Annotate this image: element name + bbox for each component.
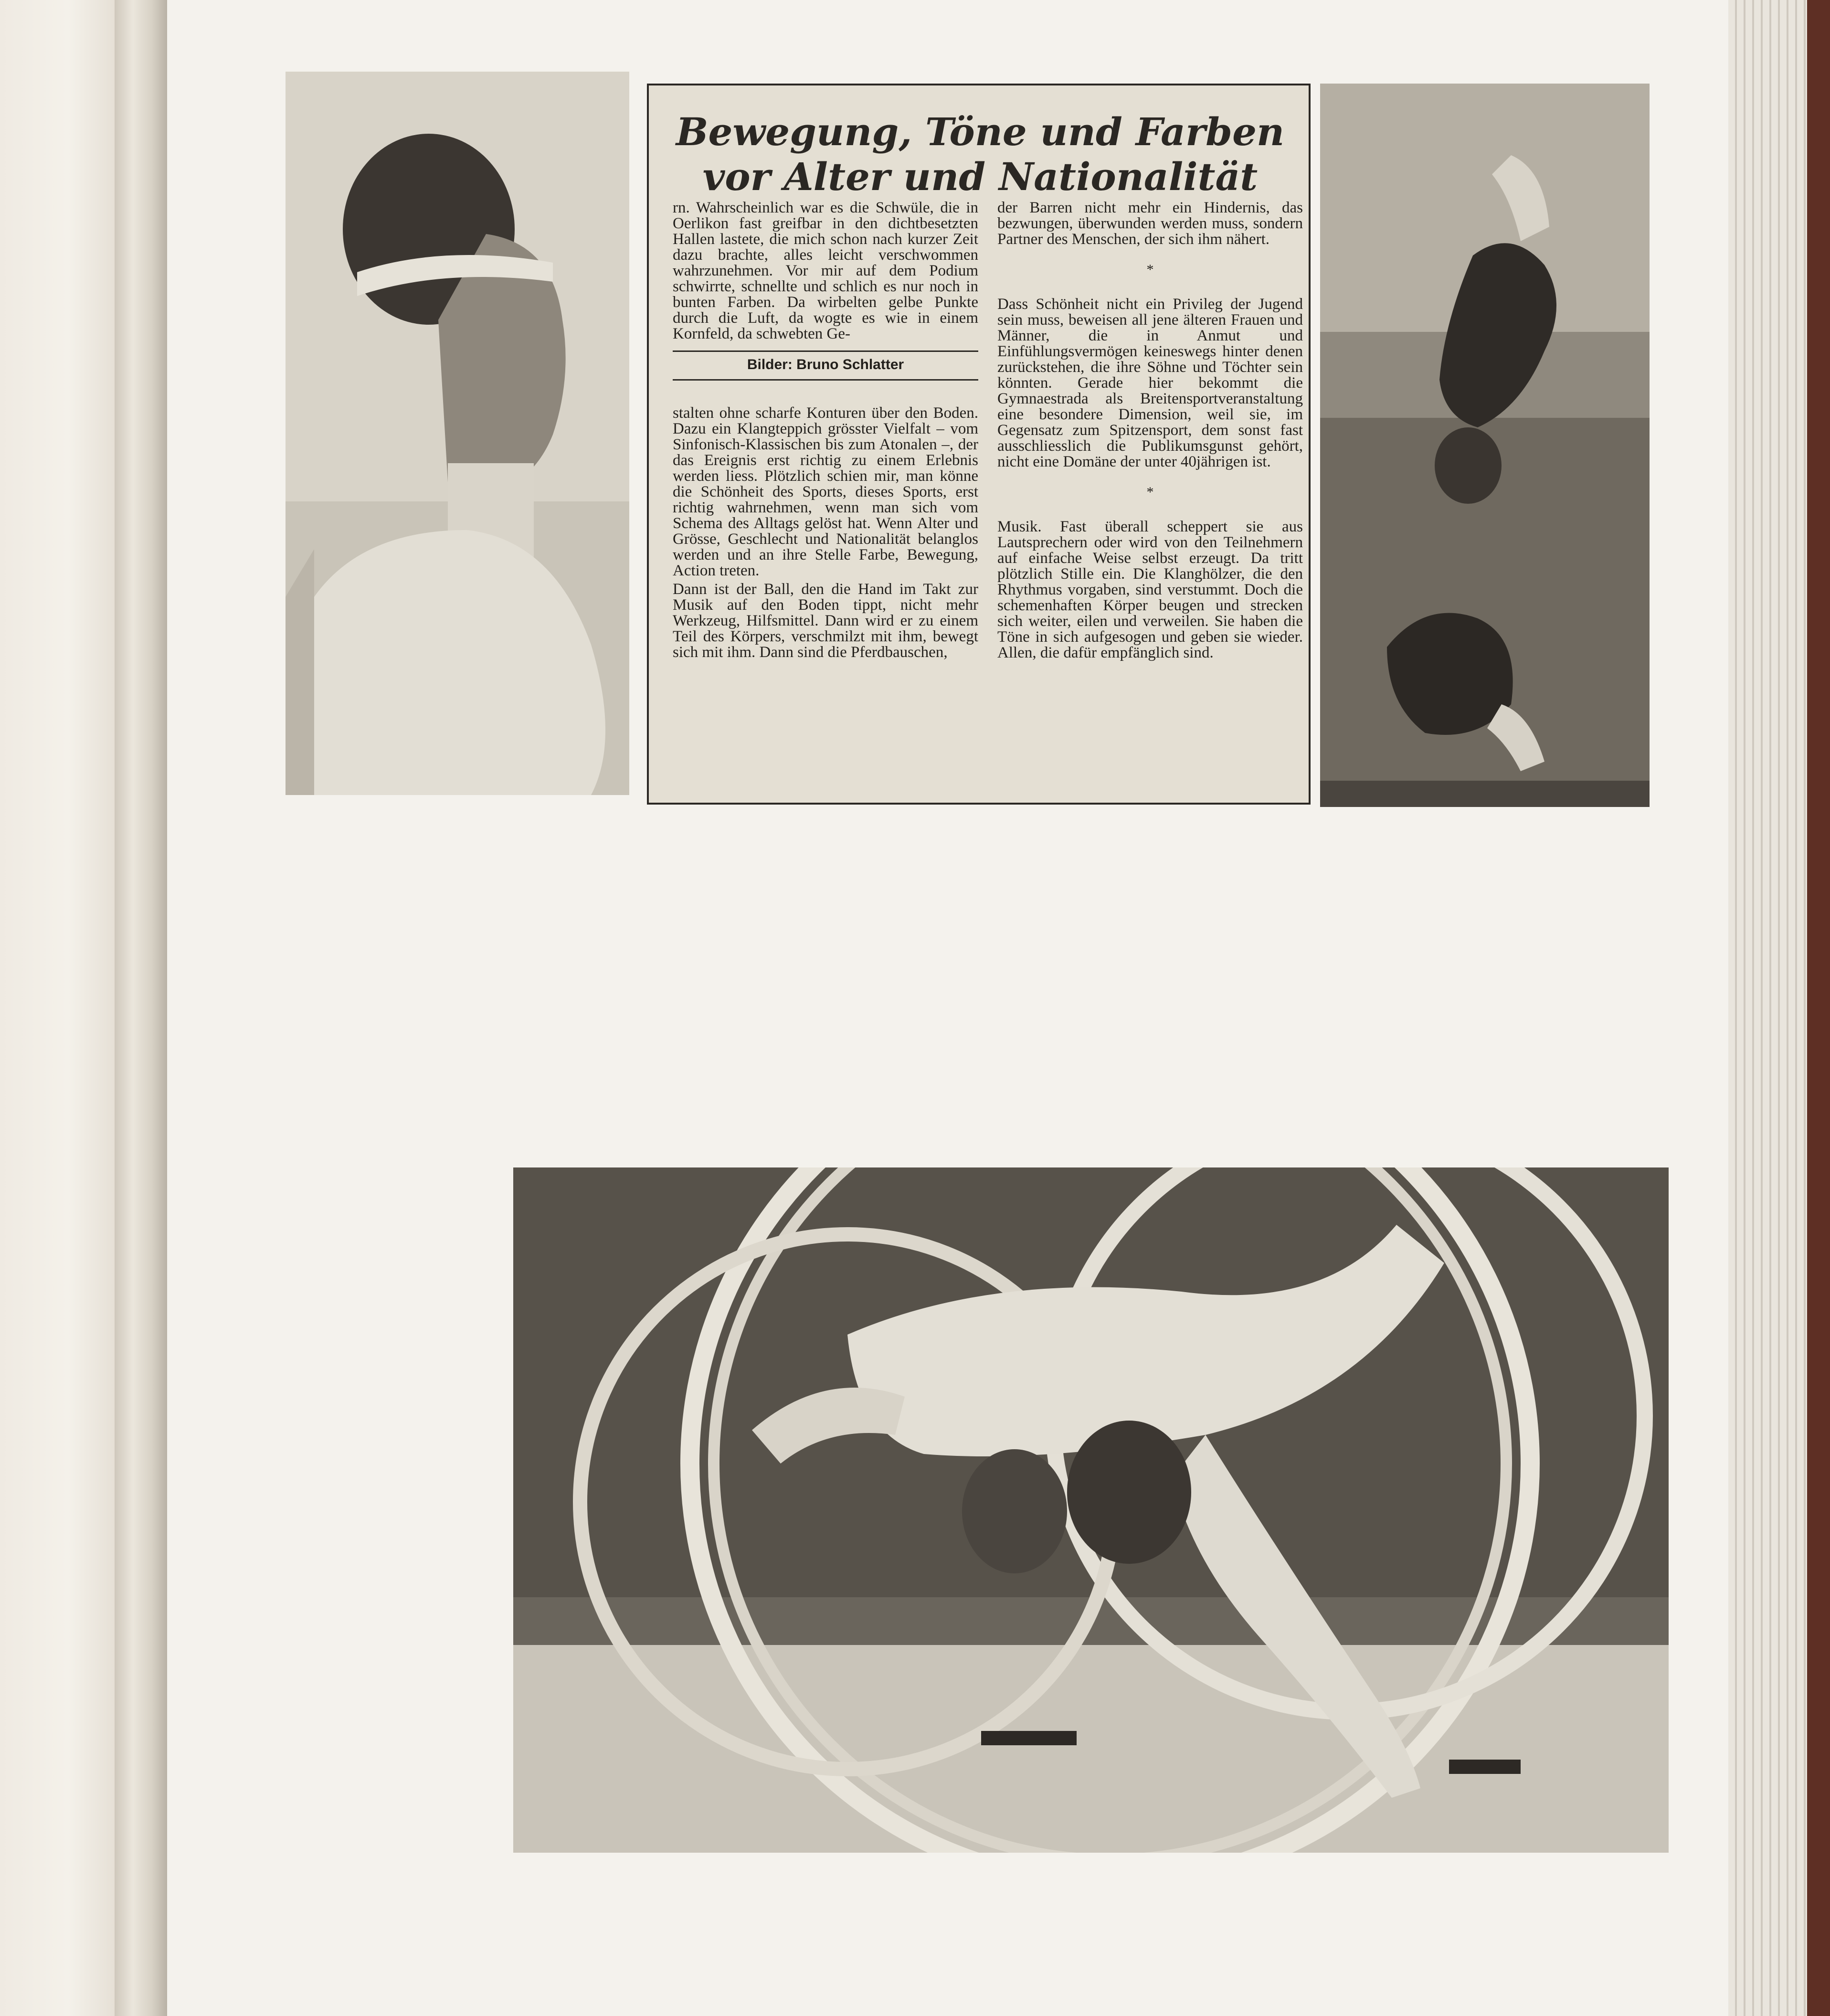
section-star: * [1146,484,1154,500]
article-left-column [673,200,978,663]
paragraph: stalten ohne scharfe Konturen über den Boden. Dazu ein Klangteppich grösster Vielfalt – vom Sinfonisch-Klassischen bis zum Atonalen –, der das Ereignis erst richtig zu einem Erlebnis werden liess. Plötzlich schien mir, man könne die Schönheit des Sports, dieses Sports, erst richtig wahrnehmen, wenn man sich vom Schema des Alltags gelöst hat. Wenn Alter und Grösse, Geschlecht und Nationalität belanglos werden und an ihre Stelle Farbe, Bewegung, Action treten. [673,404,978,579]
paragraph: Dann ist der Ball, den die Hand im Takt zur Musik auf den Boden tippt, nicht mehr Werkzeug, Hilfsmittel. Dann wird er zu einem Teil des Körpers, verschmilzt mit ihm, bewegt sich mit ihm. Dann sind die Pferdbauschen, [673,581,978,661]
headline-line-2: vor Alter und Nationalität [702,154,1258,199]
article-columns [673,199,1303,788]
headline-line-1: Bewegung, Töne und Farben [676,109,1285,154]
photo-credit: Bilder: Bruno Schlatter [747,357,904,372]
paragraph: Musik. Fast überall scheppert sie aus Lautsprechern oder wird von den Teilnehmern auf einfache Weise selbst erzeugt. Da tritt plötzlich Stille ein. Die Klanghölzer, die den Rhythmus vorgaben, sind verstummt. Doch die schemenhaften Körper beugen und strecken sich weiter, eilen und verweilen. Sie haben die Töne in sich aufgesogen und geben sie wieder. Allen, die dafür empfänglich sind. [997,518,1303,661]
newspaper-article [647,84,1311,805]
wheel-gymnastics-photo [513,1167,1669,1853]
article-right-column [997,200,1303,664]
paragraph: rn. Wahrscheinlich war es die Schwüle, die in Oerlikon fast greifbar in den dichtbesetzten Hallen lastete, die mich schon nach kurzer Zeit dazu brachte, alles leicht verschwommen wahrzunehmen. Vor mir auf dem Podium schwirrte, schnellte und schlich es nur noch in bunten Farben. Da wirbelten gelbe Punkte durch die Luft, da wogte es wie in einem Kornfeld, da schwebten Ge- [673,199,978,342]
paragraph: der Barren nicht mehr ein Hindernis, das bezwungen, überwunden werden muss, sondern Partner des Menschen, der sich ihm nähert. [997,199,1303,248]
portrait-photo [286,72,629,795]
section-star: * [1146,262,1154,277]
album-binding-gutter [115,0,167,2016]
gymnast-photo [1320,84,1650,807]
divider [673,350,978,352]
divider [673,379,978,381]
paragraph: Dass Schönheit nicht ein Privileg der Jugend sein muss, beweisen all jene älteren Frauen und Männer, die in Anmut und Einfühlungsvermögen keineswegs hinter denen zurückstehen, die ihre Söhne und Töchter sein könnten. Gerade hier bekommt die Gymnaestrada als Breitensportveranstaltung eine besondere Dimension, weil sie, im Gegensatz zum Spitzensport, dem sonst fast ausschliesslich die Publikumsgunst gehört, nicht eine Domäne der unter 40jährigen ist. [997,296,1303,470]
page-edges [1728,0,1830,2016]
left-album-page [0,0,115,2016]
article-headline [673,109,1288,199]
